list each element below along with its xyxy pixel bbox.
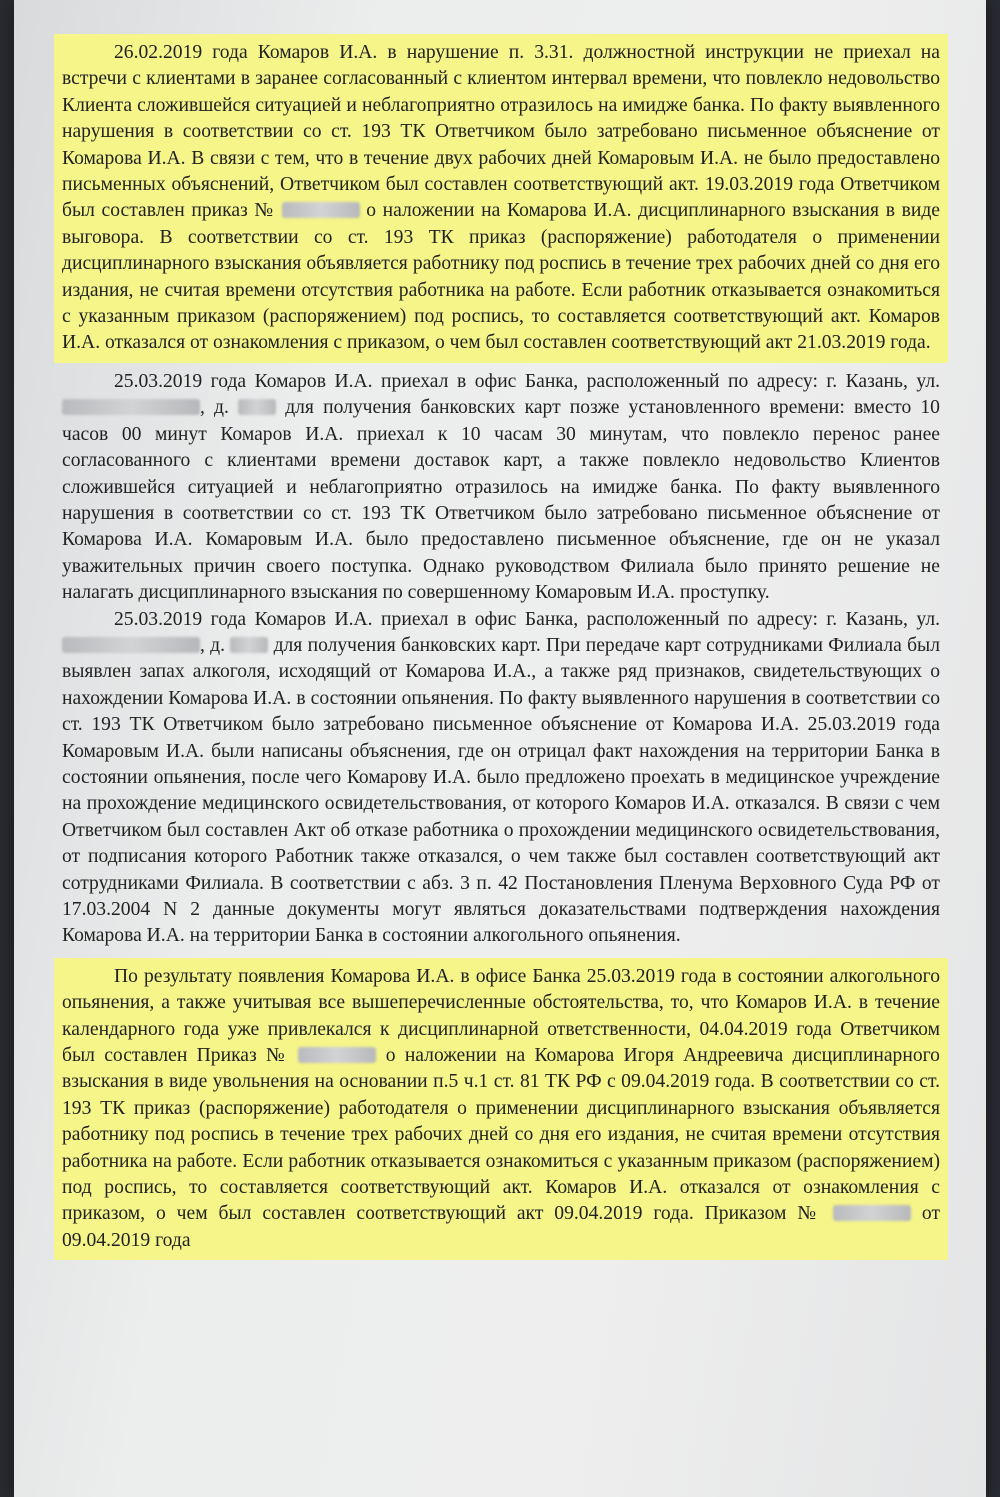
paragraph-text: , д. (200, 397, 229, 419)
redacted-order-number (282, 202, 360, 218)
paragraph-text: о наложении на Комарова И.А. дисциплинарного взыскания в виде выговора. В соответствии со ст. 193 ТК приказ (распоряжение) работодателя о применении дисциплинарного взыскания объявляется работнику под роспись в течение трех рабочих дней со дня его издания, не считая времени отсутствия работника на работе. Если работник отказывается ознакомиться с указанным приказом (распоряжением) под роспись, то составляется соответствующий акт. Комаров И.А. отказался от ознакомления с приказом, о чем был составлен соответствующий акт 21.03.2019 года. (62, 200, 940, 354)
paragraph-reprimand (54, 34, 948, 363)
redacted-street (62, 637, 200, 653)
paragraph-text: о наложении на Комарова Игоря Андреевича дисциплинарного взыскания в виде увольнения на основании п.5 ч.1 ст. 81 ТК РФ с 09.04.2019 года. В соответствии со ст. 193 ТК приказ (распоряжение) работодателя о применении дисциплинарного взыскания объявляется работнику под роспись в течение трех рабочих дней со дня его издания, не считая времени отсутствия работника на работе. Если работник отказывается ознакомиться с указанным приказом (распоряжением) под роспись, то составляется соответствующий акт. Комаров И.А. отказался от ознакомления с приказом, о чем был составлен соответствующий акт 09.04.2019 года. Приказом № (62, 1045, 940, 1225)
paragraph-text: 25.03.2019 года Комаров И.А. приехал в офис Банка, расположенный по адресу: г. Казань, ул. (114, 608, 940, 630)
redacted-house-number (238, 399, 276, 415)
paragraph-text: для получения банковских карт позже установленного времени: вместо 10 часов 00 минут Комаров И.А. приехал к 10 часам 30 минутам, что повлекло перенос ранее согласованного с клиентами времени доставок карт, а также повлекло недовольство Клиентов сложившейся ситуацией и неблагоприятно отразилось на имидже банка. По факту выявленного нарушения в соответствии со ст. 193 ТК Ответчиком было затребовано письменное объяснение от Комарова И.А. Комаровым И.А. было предоставлено письменное объяснение, где он не указал уважительных причин своего поступка. Однако руководством Филиала было принято решение не налагать дисциплинарного взыскания по совершенному Комаровым И.А. проступку. (62, 397, 940, 604)
paragraph-intoxication (62, 607, 940, 950)
paragraph-text: для получения банковских карт. При передаче карт сотрудниками Филиала был выявлен запах алкоголя, исходящий от Комарова И.А., а также ряд признаков, свидетельствующих о нахождении Комарова И.А. в состоянии опьянения. По факту выявленного нарушения в соответствии со ст. 193 ТК Ответчиком было затребовано письменное объяснение от Комарова И.А. 25.03.2019 года Комаровым И.А. были написаны объяснения, где он отрицал факт нахождения на территории Банка в состоянии опьянения, после чего Комарову И.А. было предложено проехать в медицинское учреждение на прохождение медицинского освидетельствования, от которого Комаров И.А. отказался. В связи с чем Ответчиком был составлен Акт об отказе работника о прохождении медицинского освидетельствования, от подписания которого Работник также отказался, о чем также был составлен соответствующий акт сотрудниками Филиала. В соответствии с абз. 3 п. 42 Постановления Пленума Верховного Суда РФ от 17.03.2004 N 2 данные документы могут являться доказательствами подтверждения нахождения Комарова И.А. на территории Банка в состоянии алкогольного опьянения. (62, 634, 940, 947)
paragraph-text: , д. (200, 634, 226, 656)
redacted-order-number (298, 1047, 376, 1063)
paragraph-text: По результату появления Комарова И.А. в офисе Банка 25.03.2019 года в состоянии алкогольного опьянения, а также учитывая все вышеперечисленные обстоятельства, то, что Комаров И.А. в течение календарного года уже привлекался к дисциплинарной ответственности, 04.04.2019 года Ответчиком был составлен Приказ № (62, 965, 940, 1067)
document-page (14, 0, 986, 1497)
paragraph-text: 26.02.2019 года Комаров И.А. в нарушение п. 3.31. должностной инструкции не приехал на встречи с клиентами в заранее согласованный с клиентом интервал времени, что повлекло недовольство Клиента сложившейся ситуацией и неблагоприятно отразилось на имидже банка. По факту выявленного нарушения в соответствии со ст. 193 ТК Ответчиком было затребовано письменное объяснение от Комарова И.А. В связи с тем, что в течение двух рабочих дней Комаровым И.А. не было предоставлено письменных объяснений, Ответчиком был составлен соответствующий акт. 19.03.2019 года Ответчиком был составлен приказ № (62, 42, 940, 222)
paragraph-late-arrival (62, 369, 940, 607)
paragraph-dismissal (54, 958, 948, 1260)
paragraph-text: 25.03.2019 года Комаров И.А. приехал в офис Банка, расположенный по адресу: г. Казань, ул. (114, 370, 940, 392)
redacted-house-number (230, 637, 268, 653)
document-body (62, 34, 940, 1260)
paragraph-text: от 09.04.2019 года (62, 1203, 941, 1251)
redacted-street (62, 399, 200, 415)
redacted-order-number (833, 1205, 911, 1221)
